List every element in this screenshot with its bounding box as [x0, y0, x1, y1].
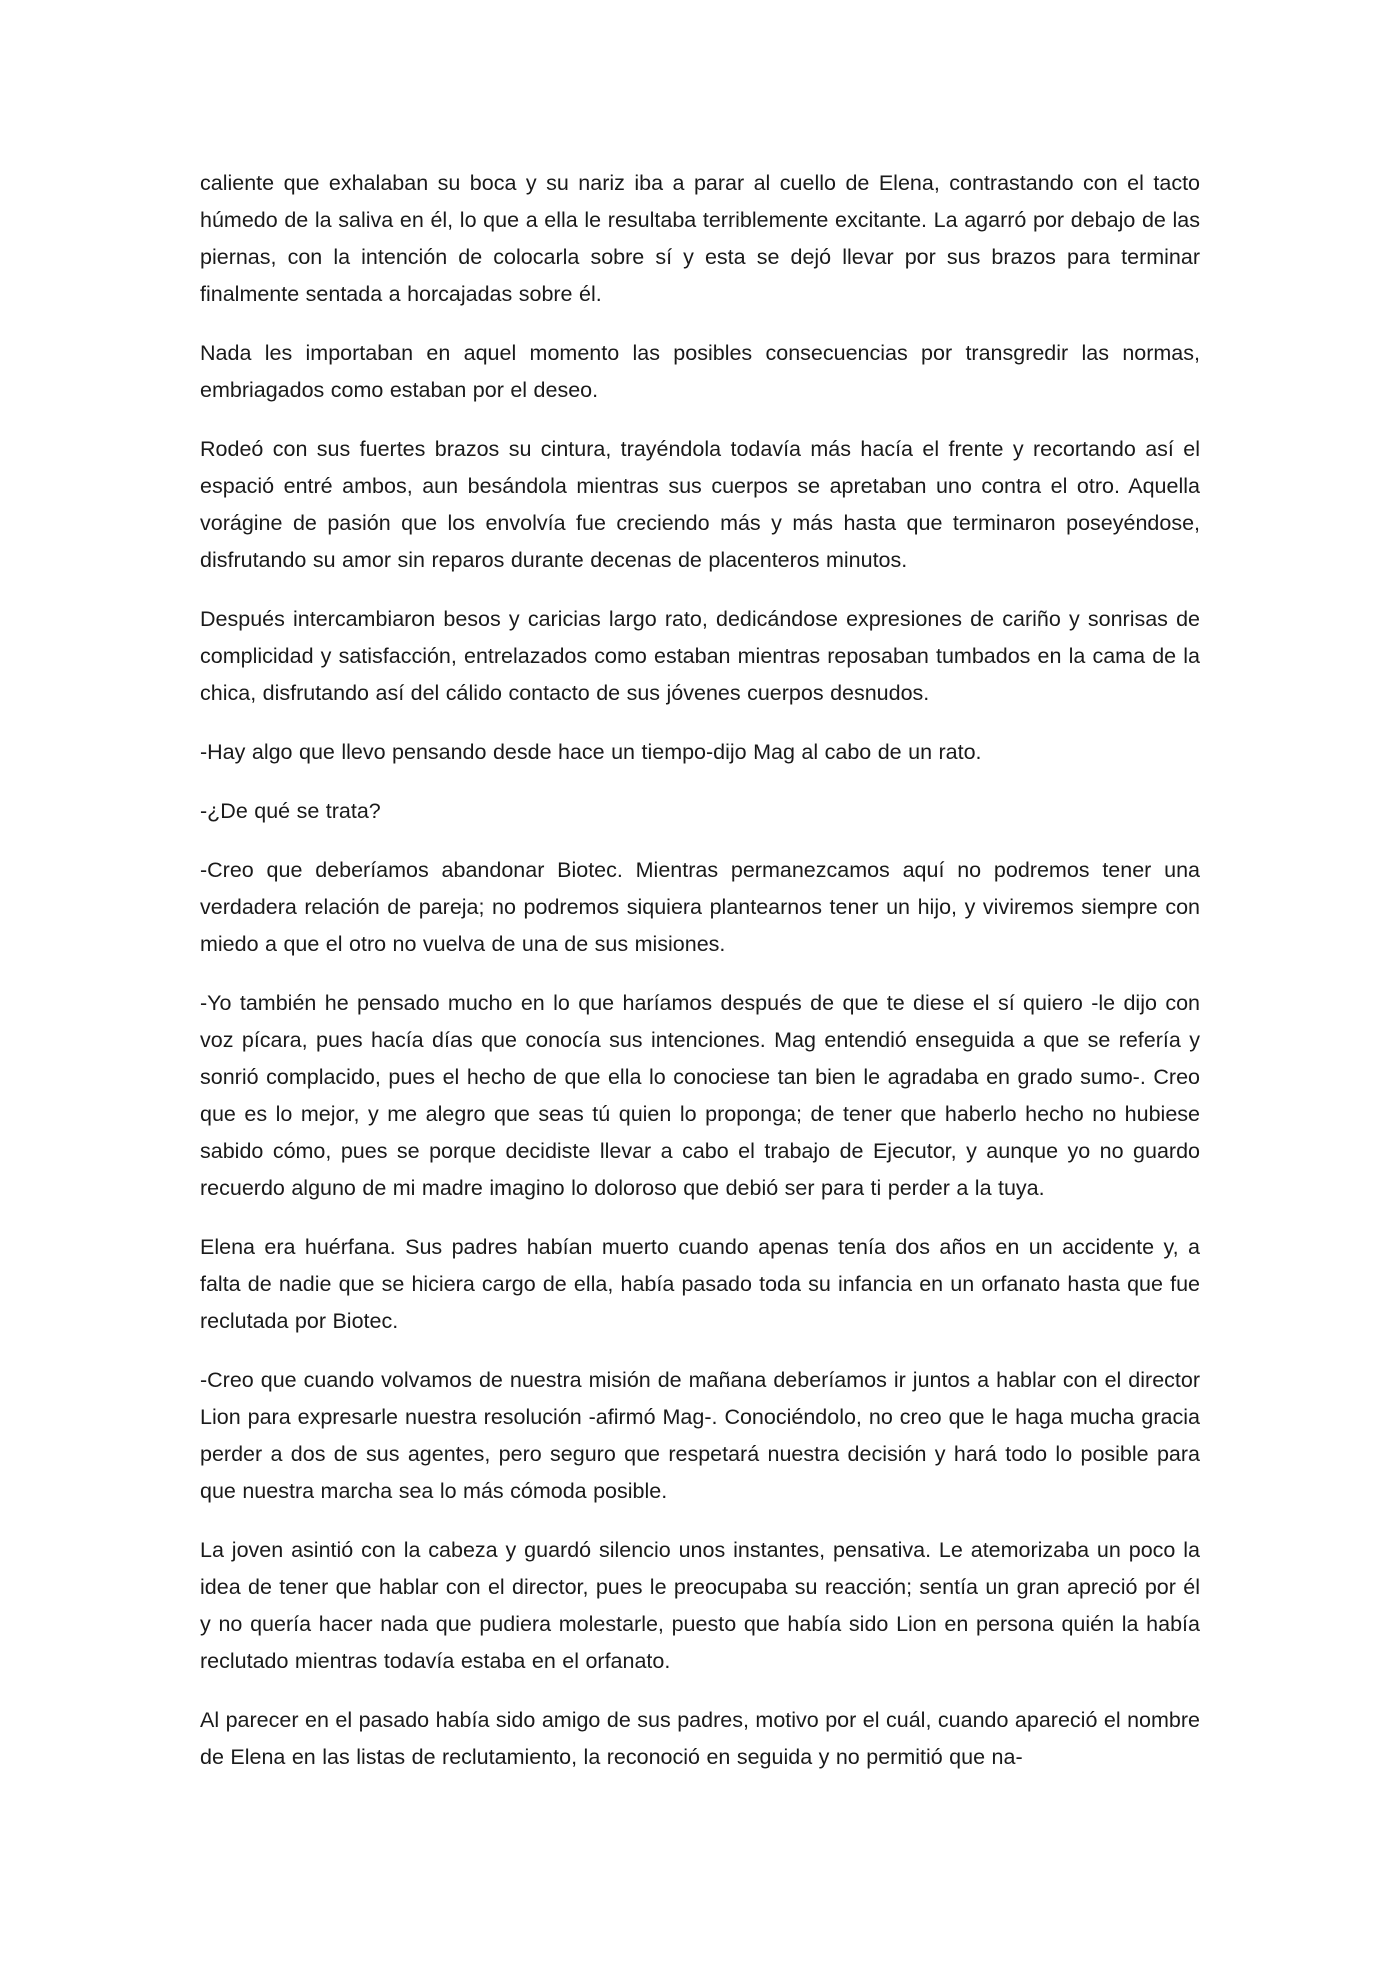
paragraph-7: -Creo que deberíamos abandonar Biotec. Mientras permanezcamos aquí no podremos tener una verdadera relación de pareja; no podremos siquiera plantearnos tener un hijo, y viviremos siempre con miedo a que el otro no vuelva de una de sus misiones.: [200, 858, 1200, 956]
paragraph-8: -Yo también he pensado mucho en lo que haríamos después de que te diese el sí quiero -le dijo con voz pícara, pues hacía días que conocía sus intenciones. Mag entendió enseguida a que se refería y sonrió complacido, pues el hecho de que ella lo conociese tan bien le agradaba en grado sumo-. Creo que es lo mejor, y me alegro que seas tú quien lo proponga; de tener que haberlo hecho no hubiese sabido cómo, pues se porque decidiste llevar a cabo el trabajo de Ejecutor, y aunque yo no guardo recuerdo alguno de mi madre imagino lo doloroso que debió ser para ti perder a la tuya.: [200, 991, 1200, 1200]
paragraph-5: -Hay algo que llevo pensando desde hace un tiempo-dijo Mag al cabo de un rato.: [200, 740, 982, 764]
paragraph-6: -¿De qué se trata?: [200, 799, 381, 823]
paragraph-10: -Creo que cuando volvamos de nuestra misión de mañana deberíamos ir juntos a hablar con el director Lion para expresarle nuestra resolución -afirmó Mag-. Conociéndolo, no creo que le haga mucha gracia perder a dos de sus agentes, pero seguro que respetará nuestra decisión y hará todo lo posible para que nuestra marcha sea lo más cómoda posible.: [200, 1368, 1200, 1503]
paragraph-2: Nada les importaban en aquel momento las posibles consecuencias por transgredir las normas, embriagados como estaban por el deseo.: [200, 341, 1200, 402]
text-body: [200, 165, 1200, 1798]
paragraph-11: La joven asintió con la cabeza y guardó silencio unos instantes, pensativa. Le atemorizaba un poco la idea de tener que hablar con el director, pues le preocupaba su reacción; sentía un gran apreció por él y no quería hacer nada que pudiera molestarle, puesto que había sido Lion en persona quién la había reclutado mientras todavía estaba en el orfanato.: [200, 1538, 1200, 1673]
paragraph-9: Elena era huérfana. Sus padres habían muerto cuando apenas tenía dos años en un accidente y, a falta de nadie que se hiciera cargo de ella, había pasado toda su infancia en un orfanato hasta que fue reclutada por Biotec.: [200, 1235, 1200, 1333]
paragraph-1: caliente que exhalaban su boca y su nariz iba a parar al cuello de Elena, contrastando con el tacto húmedo de la saliva en él, lo que a ella le resultaba terriblemente excitante. La agarró por debajo de las piernas, con la intención de colocarla sobre sí y esta se dejó llevar por sus brazos para terminar finalmente sentada a horcajadas sobre él.: [200, 171, 1200, 306]
paragraph-3: Rodeó con sus fuertes brazos su cintura, trayéndola todavía más hacía el frente y recortando así el espació entré ambos, aun besándola mientras sus cuerpos se apretaban uno contra el otro. Aquella vorágine de pasión que los envolvía fue creciendo más y más hasta que terminaron poseyéndose, disfrutando su amor sin reparos durante decenas de placenteros minutos.: [200, 437, 1200, 572]
paragraph-12: Al parecer en el pasado había sido amigo de sus padres, motivo por el cuál, cuando apareció el nombre de Elena en las listas de reclutamiento, la reconoció en seguida y no permitió que na-: [200, 1708, 1200, 1769]
paragraph-4: Después intercambiaron besos y caricias largo rato, dedicándose expresiones de cariño y sonrisas de complicidad y satisfacción, entrelazados como estaban mientras reposaban tumbados en la cama de la chica, disfrutando así del cálido contacto de sus jóvenes cuerpos desnudos.: [200, 607, 1200, 705]
